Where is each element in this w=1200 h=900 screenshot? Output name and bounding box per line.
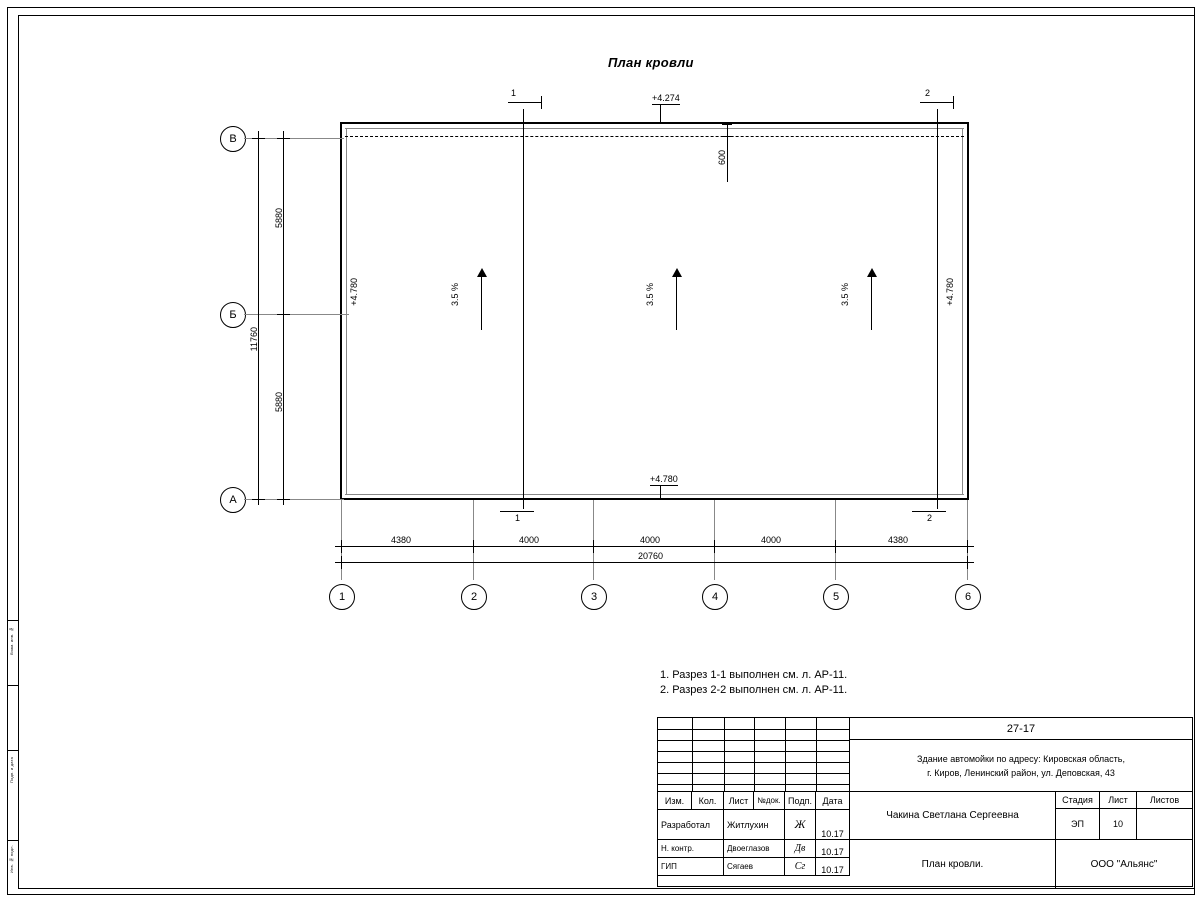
rev-grid-v-5 — [816, 718, 817, 792]
stamp-date-3-label: 10.17 — [821, 865, 844, 875]
horizontal-dim-tick-2 — [473, 540, 474, 553]
slope-arrow-head-1 — [477, 268, 487, 277]
stage-header-cell — [1056, 792, 1100, 809]
sheets-value-cell — [1137, 809, 1192, 840]
slope-arrow-line-2 — [676, 275, 677, 330]
axis-circle-h-4[interactable]: 4 — [702, 584, 728, 610]
vertical-dim-lower: 5880 — [274, 392, 284, 413]
horizontal-dim-tick-3 — [593, 540, 594, 553]
slope-label-3: 3.5 % — [840, 283, 850, 307]
stamp-col-izm — [658, 792, 692, 810]
vertical-dim-line-total — [258, 131, 259, 505]
slope-arrow-head-3 — [867, 268, 877, 277]
left-margin-strip — [7, 620, 18, 894]
stamp-col-ndok-label: №док. — [757, 796, 781, 805]
horizontal-dim-total-tick-2 — [967, 556, 968, 569]
project-code-cell — [850, 718, 1192, 740]
stamp-date-3 — [816, 858, 850, 876]
organization-name: ООО "Альянс" — [1090, 858, 1158, 870]
revision-grid — [658, 718, 850, 792]
stamp-date-2-label: 10.17 — [821, 847, 844, 857]
customer-name: Чакина Светлана Сергеевна — [886, 810, 1019, 821]
elevation-left: +4.780 — [349, 278, 359, 306]
stamp-sign-3 — [785, 858, 816, 876]
axis-line-v-2 — [244, 314, 349, 315]
slope-arrow-line-1 — [481, 275, 482, 330]
horizontal-dim-tick-6 — [967, 540, 968, 553]
object-line-1: Здание автомойки по адресу: Кировская область, — [917, 753, 1125, 764]
sheet-value: 10 — [1112, 819, 1123, 829]
slope-label-2: 3.5 % — [645, 283, 655, 307]
horizontal-dim-2: 4000 — [519, 535, 540, 545]
left-margin-cell-2 — [7, 686, 18, 751]
sheet-title: План кровли. — [921, 858, 984, 870]
horizontal-dim-total: 20760 — [638, 551, 664, 561]
horizontal-dim-5: 4380 — [888, 535, 909, 545]
stamp-col-ndok — [754, 792, 785, 810]
section-mark-bottom-left-label: 1 — [515, 513, 521, 523]
parapet-dimension-line — [727, 124, 728, 182]
stamp-name-2 — [724, 840, 785, 858]
customer-cell — [850, 792, 1056, 840]
project-code: 27-17 — [1006, 722, 1036, 735]
stamp-date-2 — [816, 840, 850, 858]
slope-label-1: 3.5 % — [450, 283, 460, 307]
rev-grid-v-1 — [692, 718, 693, 792]
rev-grid-v-4 — [785, 718, 786, 792]
horizontal-dim-tick-4 — [714, 540, 715, 553]
vertical-dim-total: 11760 — [249, 327, 259, 352]
stage-value: ЭП — [1071, 819, 1084, 829]
sheets-header: Листов — [1149, 795, 1180, 805]
parapet-inner-top — [345, 128, 964, 129]
parapet-dimension-tick-bottom — [722, 136, 732, 137]
vertical-dim-tick-1 — [277, 138, 290, 139]
vertical-dim-upper: 5880 — [274, 208, 284, 229]
note-1: 1. Разрез 1-1 выполнен см. л. АР-11. — [660, 669, 848, 681]
vertical-dim-total-tick-1 — [252, 138, 265, 139]
axis-circle-h-3[interactable]: 3 — [581, 584, 607, 610]
vertical-dim-total-tick-2 — [252, 499, 265, 500]
stamp-col-data-label: Дата — [822, 795, 843, 806]
plan-title: План кровли — [608, 55, 694, 70]
roof-outline-top — [340, 122, 969, 124]
axis-circle-v-1[interactable]: В — [220, 126, 246, 152]
section-mark-bottom-right-line — [912, 511, 946, 512]
horizontal-dim-tick-5 — [835, 540, 836, 553]
section-mark-top-right-label: 2 — [925, 88, 931, 98]
horizontal-dim-3: 4000 — [640, 535, 661, 545]
stamp-col-kol-label: Кол. — [698, 795, 717, 806]
section-mark-bottom-left-line — [500, 511, 534, 512]
axis-circle-h-5[interactable]: 5 — [823, 584, 849, 610]
elevation-top-center-leader — [660, 105, 661, 123]
sheets-header-cell — [1137, 792, 1192, 809]
left-margin-cell-3 — [7, 751, 18, 841]
parapet-inner-bottom — [345, 494, 964, 495]
stamp-date-1 — [816, 810, 850, 840]
elevation-top-center: +4.274 — [652, 93, 680, 103]
stamp-date-1-label: 10.17 — [821, 829, 844, 839]
horizontal-dim-1: 4380 — [391, 535, 412, 545]
section-mark-bottom-right-label: 2 — [927, 513, 933, 523]
stamp-col-podp-label: Подп. — [788, 795, 812, 806]
axis-circle-h-1[interactable]: 1 — [329, 584, 355, 610]
stamp-col-podp — [785, 792, 816, 810]
stamp-sign-2 — [785, 840, 816, 858]
stamp-role-3 — [658, 858, 724, 876]
left-margin-cell-1 — [7, 621, 18, 686]
left-margin-text-2: Подп. и дата — [9, 757, 14, 783]
stamp-name-3 — [724, 858, 785, 876]
elevation-bottom-leader — [660, 486, 661, 499]
section-mark-top-left-label: 1 — [511, 88, 517, 98]
sheet-header-cell — [1100, 792, 1137, 809]
rev-grid-v-2 — [724, 718, 725, 792]
vertical-dim-tick-3 — [277, 499, 290, 500]
horizontal-dim-total-line — [335, 562, 974, 563]
stamp-col-izm-label: Изм. — [664, 795, 685, 806]
section-mark-top-left-line — [508, 102, 542, 103]
organization-cell — [1056, 840, 1192, 888]
roof-outline-left — [340, 122, 342, 500]
slope-arrow-head-2 — [672, 268, 682, 277]
parapet-dimension: 600 — [717, 150, 727, 166]
vertical-dim-line-inner — [283, 131, 284, 505]
axis-circle-v-2[interactable]: Б — [220, 302, 246, 328]
axis-circle-h-6[interactable]: 6 — [955, 584, 981, 610]
section-line-1 — [523, 109, 524, 509]
stamp-role-2 — [658, 840, 724, 858]
section-mark-top-left-tick — [541, 96, 542, 109]
horizontal-dim-4: 4000 — [761, 535, 782, 545]
horizontal-dim-line — [335, 546, 974, 547]
elevation-right: +4.780 — [945, 278, 955, 306]
stamp-name-1-label: Житлухин — [727, 819, 769, 830]
elevation-bottom: +4.780 — [650, 474, 678, 484]
rev-grid-v-3 — [754, 718, 755, 792]
sheet-value-cell — [1100, 809, 1137, 840]
stamp-col-kol — [692, 792, 724, 810]
horizontal-dim-total-tick-1 — [341, 556, 342, 569]
object-line-2: г. Киров, Ленинский район, ул. Деповская, 43 — [927, 767, 1115, 778]
stamp-name-1 — [724, 810, 785, 840]
parapet-inner-right — [962, 128, 963, 494]
stamp-col-list — [724, 792, 754, 810]
left-margin-text-3: Инв. № подл. — [9, 845, 14, 874]
sheet-title-cell — [850, 840, 1056, 888]
vertical-dim-tick-2 — [277, 314, 290, 315]
sheet-header: Лист — [1108, 795, 1128, 805]
stamp-name-2-label: Двоеглазов — [727, 844, 770, 853]
stamp-sign-2-label: Дв — [794, 843, 806, 854]
stage-header: Стадия — [1062, 795, 1093, 805]
parapet-dashed-line — [345, 136, 964, 137]
title-block — [657, 717, 1193, 887]
stamp-role-2-label: Н. контр. — [661, 844, 695, 853]
stamp-role-3-label: ГИП — [661, 862, 677, 871]
section-mark-top-right-line — [920, 102, 954, 103]
drawing-notes — [660, 668, 847, 698]
stamp-role-1 — [658, 810, 724, 840]
left-margin-text-1: Взам. инв. № — [9, 627, 14, 655]
stamp-col-data — [816, 792, 850, 810]
axis-circle-h-2[interactable]: 2 — [461, 584, 487, 610]
axis-circle-v-3[interactable]: А — [220, 487, 246, 513]
stamp-sign-1-label: Ж — [794, 817, 806, 831]
section-line-2 — [937, 109, 938, 509]
stamp-sign-3-label: Сг — [794, 861, 806, 872]
section-mark-top-right-tick — [953, 96, 954, 109]
stamp-col-list-label: Лист — [728, 795, 749, 806]
roof-outline-right — [967, 122, 969, 500]
note-2: 2. Разрез 2-2 выполнен см. л. АР-11. — [660, 684, 848, 696]
stage-value-cell — [1056, 809, 1100, 840]
parapet-dimension-tick-top — [722, 124, 732, 125]
parapet-inner-left — [346, 128, 347, 494]
horizontal-dim-tick-1 — [341, 540, 342, 553]
left-margin-cell-4 — [7, 841, 18, 894]
stamp-name-3-label: Сягаев — [727, 862, 753, 871]
object-cell — [850, 740, 1192, 792]
sheets-value — [1137, 809, 1192, 839]
slope-arrow-line-3 — [871, 275, 872, 330]
stamp-sign-1 — [785, 810, 816, 840]
stamp-role-1-label: Разработал — [661, 819, 710, 830]
roof-outline-bottom — [340, 498, 969, 500]
